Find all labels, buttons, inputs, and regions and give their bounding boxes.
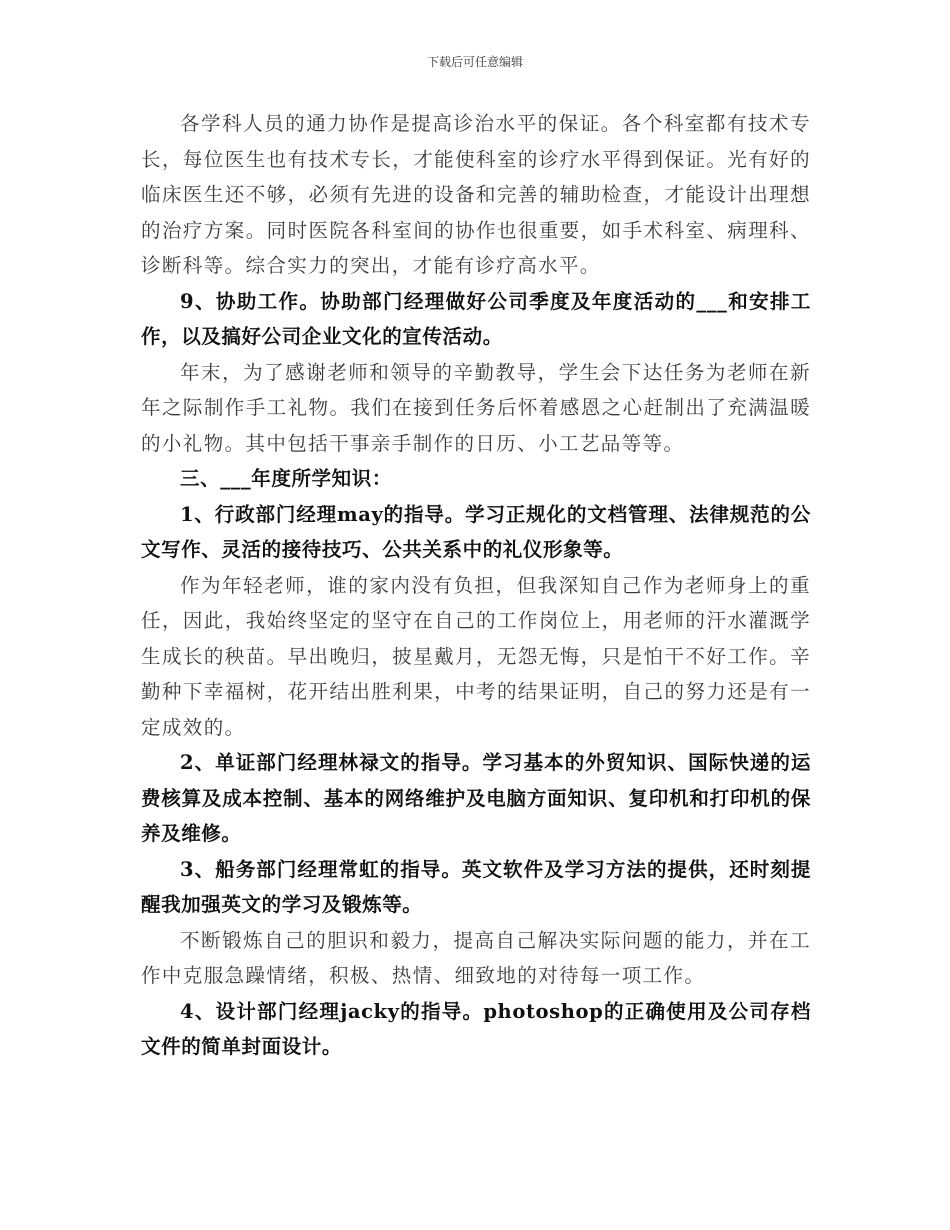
paragraph: 作为年轻老师，谁的家内没有负担，但我深知自己作为老师身上的重任，因此，我始终坚定的坚守在自己的工作岗位上，用老师的汗水灌溉学生成长的秧苗。早出晚归，披星戴月，无怨无悔，只是怕干不好工作。辛勤种下幸福树，花开结出胜利果，中考的结果证明，自己的努力还是有一定成效的。 — [141, 573, 811, 739]
paragraph: 2、单证部门经理林禄文的指导。学习基本的外贸知识、国际快递的运费核算及成本控制、基本的网络维护及电脑方面知识、复印机和打印机的保养及维修。 — [141, 751, 811, 845]
paragraph: 年末，为了感谢老师和领导的辛勤教导，学生会下达任务为老师在新年之际制作手工礼物。我们在接到任务后怀着感恩之心赶制出了充满温暖的小礼物。其中包括干事亲手制作的日历、小工艺品等等。 — [141, 360, 811, 455]
page-header: 下载后可任意编辑 — [426, 55, 523, 69]
paragraph: 不断锻炼自己的胆识和毅力，提高自己解决实际问题的能力，并在工作中克服急躁情绪，积极、热情、细致地的对待每一项工作。 — [141, 928, 811, 987]
section-heading: 三、___年度所学知识： — [180, 467, 392, 490]
paragraph: 1、行政部门经理may的指导。学习正规化的文档管理、法律规范的公文写作、灵活的接待技巧、公共关系中的礼仪形象等。 — [141, 502, 811, 561]
paragraph: 各学科人员的通力协作是提高诊治水平的保证。各个科室都有技术专长，每位医生也有技术专长，才能使科室的诊疗水平得到保证。光有好的临床医生还不够，必须有先进的设备和完善的辅助检查，才能设计出理想的治疗方案。同时医院各科室间的协作也很重要，如手术科室、病理科、诊断科等。综合实力的突出，才能有诊疗高水平。 — [141, 112, 811, 277]
paragraph: 3、船务部门经理常虹的指导。英文软件及学习方法的提供，还时刻提醒我加强英文的学习及锻炼等。 — [141, 857, 811, 916]
paragraph: 9、协助工作。协助部门经理做好公司季度及年度活动的___和安排工作，以及搞好公司企业文化的宣传活动。 — [141, 289, 811, 348]
paragraph: 4、设计部门经理jacky的指导。photoshop的正确使用及公司存档文件的简单封面设计。 — [141, 999, 811, 1058]
document-body — [141, 106, 811, 1065]
